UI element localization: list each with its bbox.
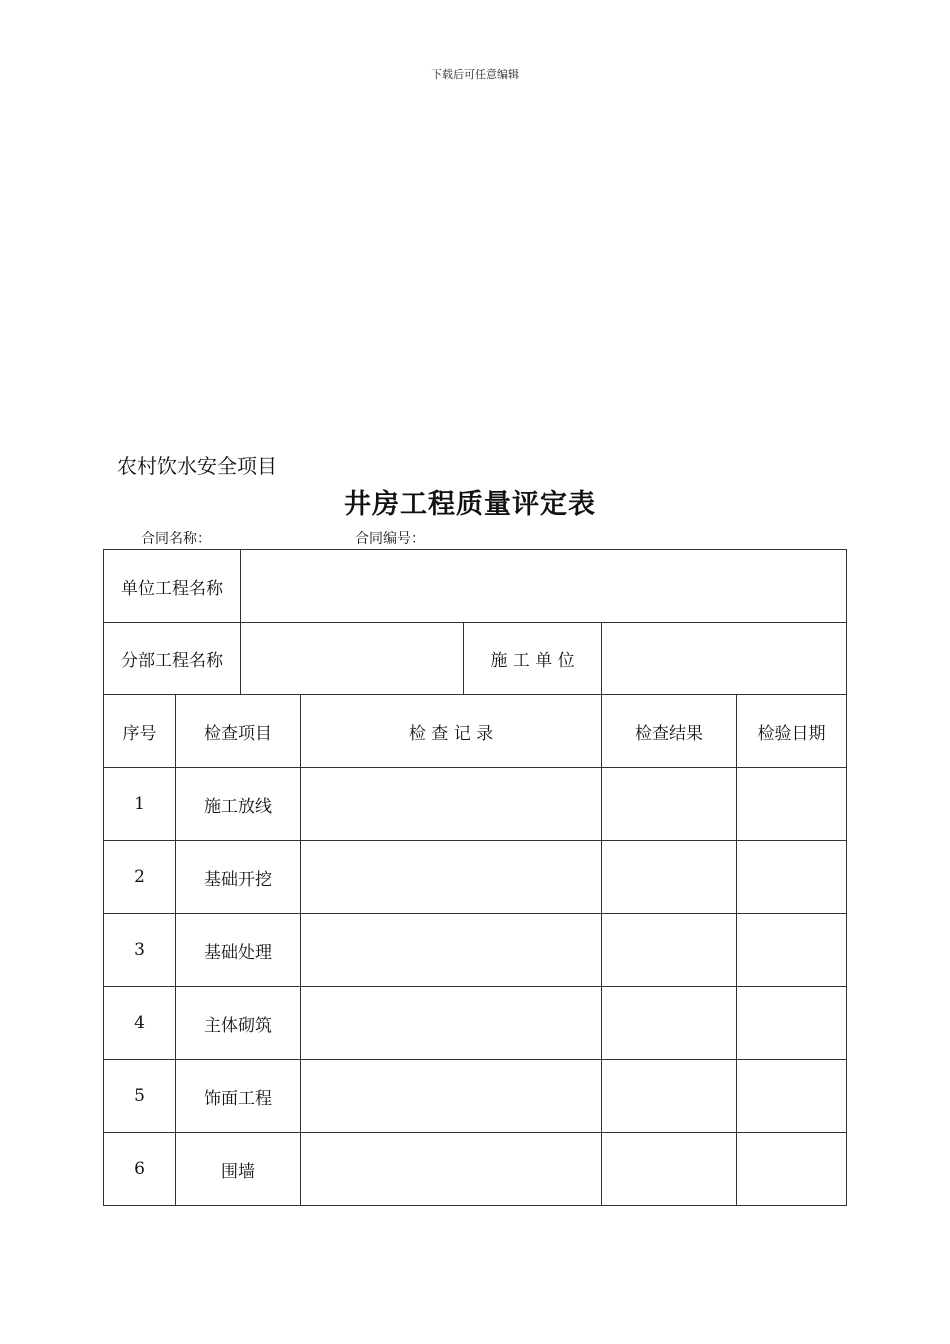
page-title: 井房工程质量评定表 [344, 489, 596, 520]
row-record-cell[interactable] [301, 987, 602, 1060]
row-item: 基础处理 [176, 914, 301, 987]
row-seq: 6 [104, 1133, 176, 1206]
row-seq: 3 [104, 914, 176, 987]
row-date-cell[interactable] [737, 914, 847, 987]
row-seq: 4 [104, 987, 176, 1060]
row-result-cell[interactable] [602, 768, 737, 841]
column-header-date: 检验日期 [737, 695, 847, 768]
row-item: 施工放线 [176, 768, 301, 841]
row-date-cell[interactable] [737, 768, 847, 841]
table-row [104, 987, 847, 1060]
table-row [104, 1133, 847, 1206]
table-row [104, 768, 847, 841]
sub-project-label: 分部工程名称 [104, 623, 241, 695]
row-record-cell[interactable] [301, 1060, 602, 1133]
row-item: 基础开挖 [176, 841, 301, 914]
contract-number-label: 合同编号： [355, 531, 425, 547]
table-row [104, 1060, 847, 1133]
column-header-result: 检查结果 [602, 695, 737, 768]
row-record-cell[interactable] [301, 768, 602, 841]
row-result-cell[interactable] [602, 1060, 737, 1133]
row-result-cell[interactable] [602, 1133, 737, 1206]
project-name: 农村饮水安全项目 [117, 454, 277, 478]
row-result-cell[interactable] [602, 987, 737, 1060]
header-note: 下载后可任意编辑 [431, 68, 519, 81]
row-item: 饰面工程 [176, 1060, 301, 1133]
row-seq: 1 [104, 768, 176, 841]
sub-project-row [104, 623, 847, 695]
row-seq: 2 [104, 841, 176, 914]
row-seq: 5 [104, 1060, 176, 1133]
table-row [104, 914, 847, 987]
row-item: 围墙 [176, 1133, 301, 1206]
column-header-row [104, 695, 847, 768]
row-record-cell[interactable] [301, 1133, 602, 1206]
row-item: 主体砌筑 [176, 987, 301, 1060]
sub-project-value[interactable] [241, 623, 464, 695]
contract-name-label: 合同名称： [141, 531, 211, 547]
row-record-cell[interactable] [301, 841, 602, 914]
row-date-cell[interactable] [737, 1133, 847, 1206]
table-row [104, 841, 847, 914]
unit-project-label: 单位工程名称 [104, 550, 241, 623]
unit-project-row [104, 550, 847, 623]
construction-unit-label: 施 工 单 位 [464, 623, 602, 695]
row-record-cell[interactable] [301, 914, 602, 987]
row-result-cell[interactable] [602, 914, 737, 987]
row-date-cell[interactable] [737, 987, 847, 1060]
row-date-cell[interactable] [737, 1060, 847, 1133]
construction-unit-value[interactable] [602, 623, 847, 695]
column-header-record: 检 查 记 录 [301, 695, 602, 768]
row-result-cell[interactable] [602, 841, 737, 914]
unit-project-value[interactable] [241, 550, 847, 623]
row-date-cell[interactable] [737, 841, 847, 914]
column-header-seq: 序号 [104, 695, 176, 768]
column-header-item: 检查项目 [176, 695, 301, 768]
quality-assessment-table [103, 549, 847, 1206]
